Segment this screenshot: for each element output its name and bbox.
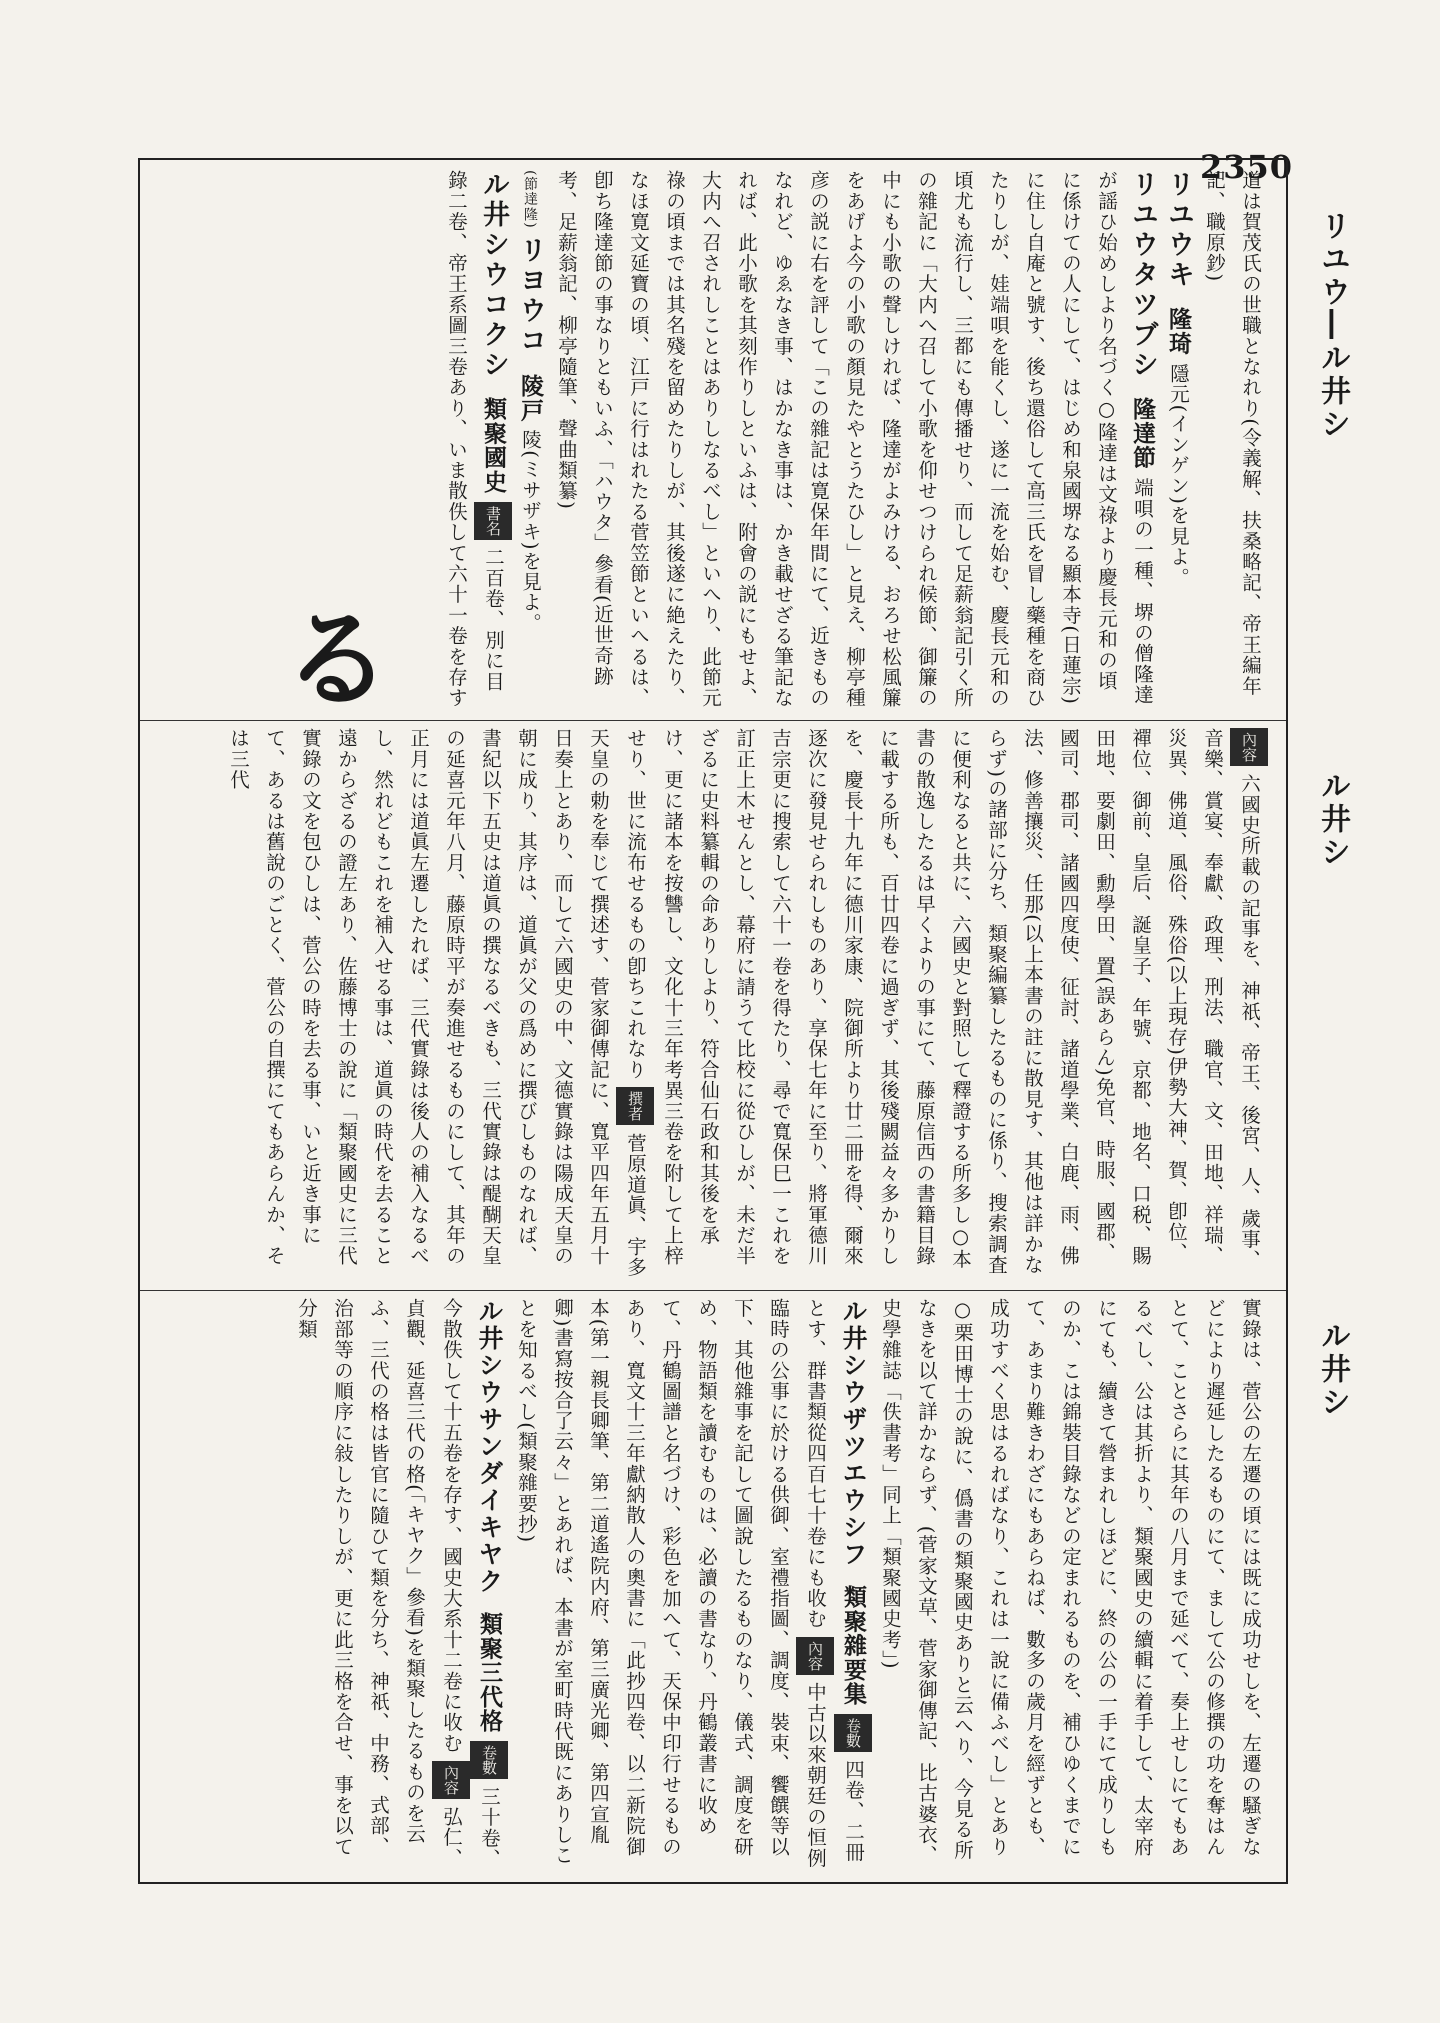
kanji-zatsuyoshu: 類聚雜要集 [840,1585,867,1707]
tier2-text: 六國史所載の記事を、神祇、帝王、後宮、人、歲事、音樂、賞宴、奉獻、政理、刑法、職官、文、田地、祥瑞、災異、佛道、風俗、殊俗(以上現存)伊勢大神、賀、卽位、禪位、御前、皇后、誕皇子、年號、京都、地名、口税、賜田地、要劇田、勳學田、置(誤あらん)免官、時服、國郡、國司、郡司、諸國四度使、征討、諸道學業、白鹿、雨、佛法、修善攘災、任那(以上本書の註に散見す、其他は詳かならず)の諸部に分ち、類聚編纂したるものに係り、搜索調査に便利なると共に、六國史と對照して釋證する所多し○本書の散逸したるは早くよりの事にて、藤原信西の書籍目錄に載する所も、百廿四卷に過ぎず、其後殘闕益々多かりしを、慶長十九年に德川家康、院御所より廿二冊を得、爾來逐次に發見せられしものあり、享保七年に至り、將軍德川吉宗更に搜索して六十一卷を得たり、尋で寬保巳一これを訂正上木せんとし、幕府に請うて比校に從ひしが、未だ半ざるに史料纂輯の命ありしより、符合仙石政和其後を承け、更に諸本を按讐し、文化十三年考異三卷を附して上梓せり、世に流布せるもの卽ちこれなり [624,728,1261,1276]
running-head-middle: ル井シ [1315,770,1350,869]
headword-ryutatsubushi: リユウタツブシ [1127,170,1158,380]
entry-sandaikyaku [288,1298,508,1873]
text-sandaikyaku-content: 弘仁、貞觀、延喜三代の格(「キヤク」參看)を類聚したるものを云ふ、三代の格は皆官に隨ひて類を分ち、神祇、中務、式部、治部等の順序に敍したりしが、更に此三格を合せ、事を以て分類 [295,1298,463,1869]
entry-ruijukokushi [438,170,512,710]
tag-content: 內容 [1230,728,1268,766]
tier-2 [148,728,1268,1278]
entry-ryutatsubushi [548,170,1160,710]
kanji-ruijukokushi: 類聚國史 [480,397,507,495]
tier3-continuation: 實錄は、菅公の左遷の頃には既に成功せしを、左遷の騷ぎなどにより遲延したるものにて、まして公の修撰の功を奪はんとて、ことさらに其年の八月まで延べて、奏上せしにてもあるべし、公は其折より、類聚國史の續輯に着手して、太宰府にても、續きて營まれしほどに、終の公の一手にて成りしものか、こは錦裝目錄などの定まれるものを、補ひゆくまでにて、あまり難きわざにもあらねば、數多の歲月を經ずとも、成功すべく思はるればなり、これは一說に備ふべし」とあり○栗田博士の說に、僞書の類聚國史ありと云へり、今見る所なきを以て詳かならず、(菅家文草、菅家御傳記、比古婆衣、史學雜誌「佚書考」同上「類聚國史考」) [879,1298,1262,1866]
headword-ruijukokushi: ル井シウコクシ [478,170,509,380]
tag-author: 撰者 [616,1087,654,1125]
intro-text: 道は賀茂氏の世職となれり(令義解、扶桑略記、帝王編年記、職原鈔) [1203,170,1262,697]
entry-ryoko [512,170,548,710]
tier-1 [148,170,1268,710]
note-ryoko: (節達隆) [522,170,538,229]
tier-3 [148,1298,1268,1873]
kanji-ryoko: 陵戸 [517,373,544,423]
text-sandaikyaku-vol: 三十卷、今散佚して十五卷を存す、國史大系十二卷に收む [440,1298,501,1870]
headword-ryuki: リユウキ [1163,170,1194,290]
entry-zatsuyoshu [508,1298,872,1873]
tier2-text-author: 菅原道眞、宇多天皇の勅を奉じて撰述す、菅家御傳記に、寬平四年五月十日奏上とあり、而して六國史の中、文德實錄は陽成天皇の朝に成り、其序は、道眞が父の爲めに撰びしものなれば、書紀以下五史は道眞の撰なるべきも、三代實錄は醍醐天皇の延喜元年八月、藤原時平が奏進せるものにして、其年の正月には道眞左遷したれば、三代實錄は後人の補入なるべし、然れどもこれを補入せる事は、道眞の時代を去ること遠からざるの證左あり、佐藤博士の說に「類聚國史に三代實錄の文を包ひしは、菅公の時を去る事、いと近き事にて、あるは舊說のごとく、菅公の自撰にてもあらんか、そは三代 [227,728,647,1278]
tier2-content [220,728,1268,1278]
section-mark-ru: る [282,597,391,723]
tag-zatsuyoshu-vol: 卷數 [834,1714,872,1752]
tag-zatsuyoshu-content: 內容 [796,1637,834,1675]
running-head-bottom: ル井シ [1315,1320,1350,1419]
tag-ruijukokushi: 書名 [474,502,512,540]
text-ryoko: 陵(ミサザキ)を見よ。 [519,429,542,634]
tag-sandaikyaku-content: 內容 [432,1761,470,1799]
kanji-sandaikyaku: 類聚三代格 [476,1612,503,1734]
kanji-ryutatsubushi: 隆達節 [1129,397,1156,471]
headword-zatsuyoshu: ル井シウザツエウシフ [839,1298,868,1568]
text-ryutatsubushi: 端唄の一種、堺の僧隆達が謡ひ始めしより名づく○隆達は文祿より慶長元和の頃に係けての人にして、はじめ和泉國堺なる顯本寺(日蓮宗)に住し自庵と號す、後ち還俗して高三氏を冒し藥種を商ひたりしが、娃端唄を能くし、遂に一流を始む、慶長元和の頃尤も流行し、三都にも傳播せり、而して足薪翁記引く所の雜記に「大内へ召して小歌を仰せつけられ候節、御簾の中にも小歌の聲しければ、隆達がよみける、おろせ松風簾をあげよ今の小歌の顏見たやとうたひし」と見え、柳亭種彦の説に右を評して「この雜記は寛保年間にて、近きものなれど、ゆゑなき事、はかなき事は、かき載せざる筆記なれば、此小歌を其刻作りしといふは、附會の説にもせよ、大内へ召されしことはありしなるべし」といへり、此節元祿の頃までは其名殘を留めたりしが、其後遂に絶えたり、なほ寛文延寶の頃、江戸に行はれたる菅笠節といへるは、卽ち隆達節の事なりともいふ、「ハウタ」參看(近世奇跡考、足薪翁記、柳亭隨筆、聲曲類纂) [555,170,1154,709]
text-zatsuyoshu-vol: 四卷、二冊とす、群書類從四百七十卷にも收む [804,1298,865,1863]
headword-sandaikyaku: ル井シウサンダイキヤク [475,1298,504,1595]
text-ruijukokushi: 二百卷、別に目錄二卷、帝王系圖三卷あり、いま散佚して六十一卷を存す [445,170,505,709]
text-ryuki: 隱元(インゲン)を見よ。 [1167,363,1190,588]
text-zatsuyoshu-content: 中古以來朝廷の恒例臨時の公事に於ける供御、室禮指圖、調度、裝束、饗饌等以下、其他雜事を記して圖說したるものなり、儀式、調度を研め、物語類を讀むものは、必讀の書なり、丹鶴叢書に收めて、丹鶴圖譜と名づけ、彩色を加へて、天保中印行せるものあり、寬文十三年獻納散人の奧書に「此抄四卷、以二新院御本(第一親長卿筆、第二道遙院内府、第三廣光卿、第四宣胤卿)書寫按合了云々」とあれば、本書が室町時代既にありしことを知るべし(類聚雜要抄) [515,1298,827,1869]
entry-ryuki [1160,170,1196,710]
running-head-top: リユウ―ル井シ [1315,210,1350,441]
headword-ryoko: リヨウコ [515,236,546,357]
tag-sandaikyaku-vol: 卷數 [470,1741,508,1779]
kanji-ryuki: 隆琦 [1165,307,1192,356]
page-number: 2350 [1200,148,1294,186]
tier-divider-2 [140,1290,1286,1291]
